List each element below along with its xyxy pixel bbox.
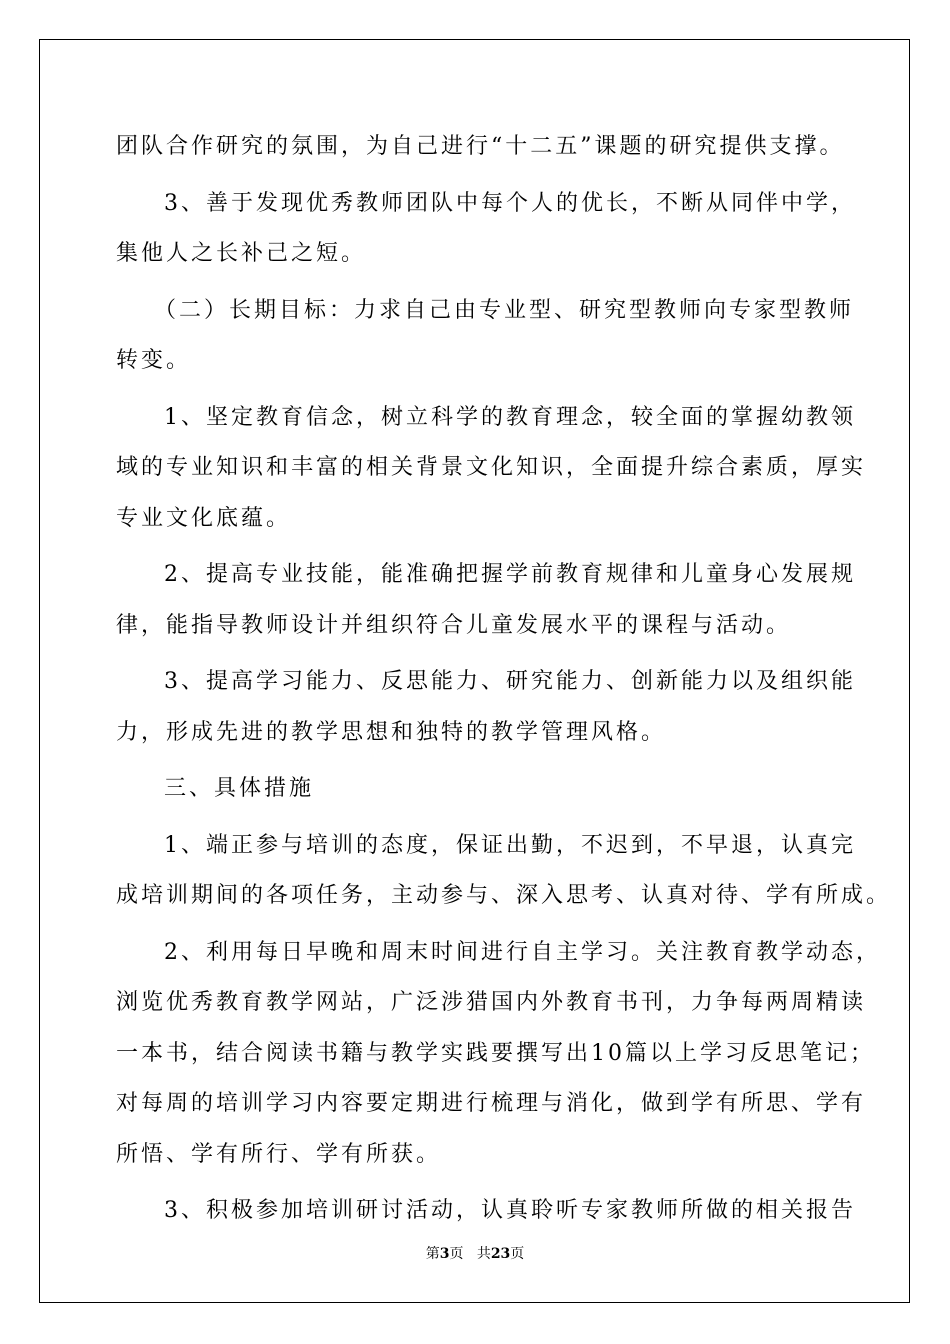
text-line: 1、端正参与培训的态度，保证出勤，不迟到，不早退，认真完 <box>164 832 856 858</box>
text-line: 3、善于发现优秀教师团队中每个人的优长，不断从同伴中学， <box>164 190 856 216</box>
paragraph-long-term-3 <box>116 657 856 758</box>
total-prefix: 共 <box>476 1246 491 1262</box>
text-line: 成培训期间的各项任务，主动参与、深入思考、认真对待、学有所成。 <box>116 883 892 908</box>
page-number: 3 <box>439 1246 450 1262</box>
text-line: 专业文化底蕴。 <box>116 505 292 531</box>
paragraph-long-term-heading <box>116 286 855 387</box>
paragraph-long-term-1 <box>116 393 867 545</box>
paragraph-measure-3 <box>116 1186 856 1237</box>
page-suffix: 页 <box>449 1246 464 1262</box>
text-line: 2、利用每日早晚和周末时间进行自主学习。关注教育教学动态， <box>164 939 881 965</box>
text-line: 三、具体措施 <box>164 776 315 801</box>
text-line: 1、坚定教育信念，树立科学的教育理念，较全面的掌握幼教领 <box>164 404 856 430</box>
text-line: 浏览优秀教育教学网站，广泛涉猎国内外教育书刊，力争每两周精读 <box>116 990 867 1015</box>
paragraph-measure-2 <box>116 928 881 1181</box>
paragraph-short-term-3 <box>116 179 856 280</box>
text-line: 一本书，结合阅读书籍与教学实践要撰写出10篇以上学习反思笔记； <box>116 1040 875 1066</box>
total-suffix: 页 <box>510 1246 525 1262</box>
text-line: 3、积极参加培训研讨活动，认真聆听专家教师所做的相关报告 <box>164 1198 856 1223</box>
page-footer <box>0 1243 950 1263</box>
text-line: 团队合作研究的氛围，为自己进行“十二五”课题的研究提供支撑。 <box>116 134 845 159</box>
text-line: 域的专业知识和丰富的相关背景文化知识，全面提升综合素质，厚实 <box>116 455 867 480</box>
page-prefix: 第 <box>425 1246 440 1262</box>
text-line: 集他人之长补己之短。 <box>116 241 367 266</box>
paragraph-long-term-2 <box>116 550 856 651</box>
text-line: 所悟、学有所行、学有所获。 <box>116 1141 442 1167</box>
text-line: 律，能指导教师设计并组织符合儿童发展水平的课程与活动。 <box>116 612 792 638</box>
total-pages: 23 <box>490 1246 511 1262</box>
paragraph-continuation <box>116 122 845 173</box>
text-line: 2、提高专业技能，能准确把握学前教育规律和儿童身心发展规 <box>164 562 856 587</box>
text-line: （二）长期目标：力求自己由专业型、研究型教师向专家型教师 <box>154 297 855 323</box>
section-heading-measures <box>116 764 836 815</box>
text-line: 3、提高学习能力、反思能力、研究能力、创新能力以及组织能 <box>164 669 856 694</box>
document-body <box>116 122 892 1243</box>
text-line: 转变。 <box>116 348 192 373</box>
text-line: 力，形成先进的教学思想和独特的教学管理风格。 <box>116 719 667 745</box>
paragraph-measure-1 <box>116 821 892 922</box>
text-line: 对每周的培训学习内容要定期进行梳理与消化，做到学有所思、学有 <box>116 1091 867 1116</box>
